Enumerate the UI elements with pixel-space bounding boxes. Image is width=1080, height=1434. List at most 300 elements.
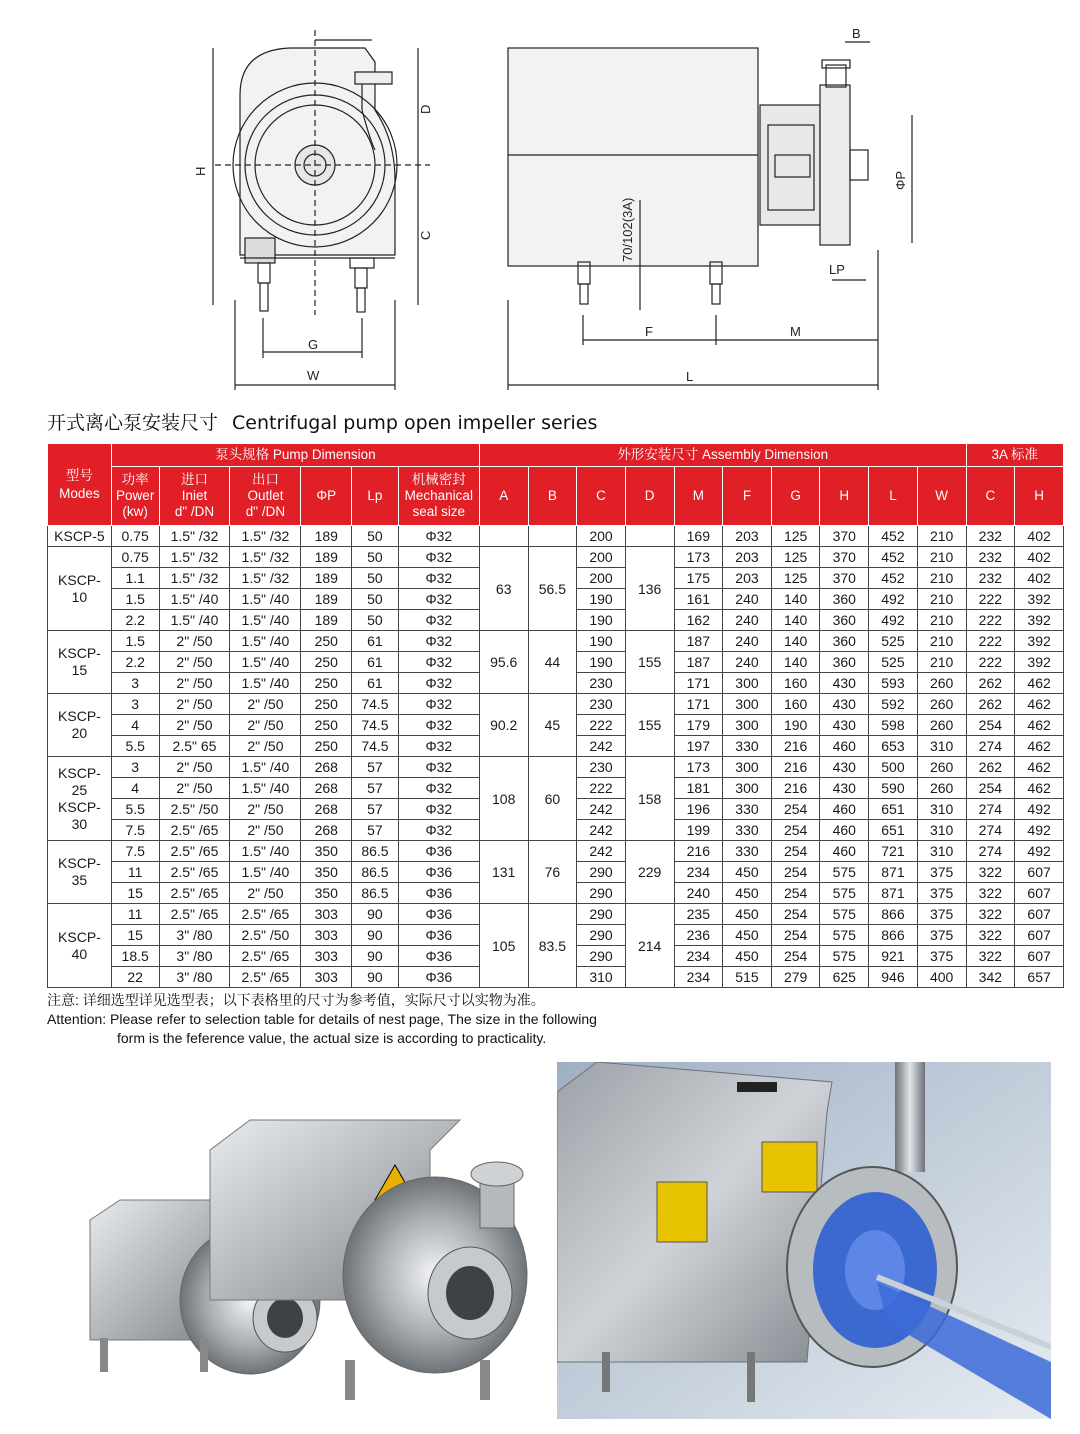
dim-f-label: F bbox=[645, 324, 653, 339]
table-cell: 234 bbox=[674, 862, 723, 883]
table-cell: 375 bbox=[917, 946, 966, 967]
table-cell: 430 bbox=[820, 757, 869, 778]
table-cell: 462 bbox=[1015, 673, 1064, 694]
table-cell: 0.75 bbox=[111, 547, 159, 568]
table-cell: 2" /50 bbox=[159, 757, 230, 778]
table-cell: 189 bbox=[301, 547, 352, 568]
table-cell: 175 bbox=[674, 568, 723, 589]
table-cell: 322 bbox=[966, 862, 1015, 883]
table-cell: 230 bbox=[577, 673, 626, 694]
front-view-drawing bbox=[213, 30, 430, 390]
table-cell: 95.6 bbox=[479, 631, 528, 694]
header-m: M bbox=[674, 467, 723, 526]
table-cell: 871 bbox=[869, 883, 918, 904]
table-cell: 181 bbox=[674, 778, 723, 799]
table-cell: 350 bbox=[301, 841, 352, 862]
table-cell: 303 bbox=[301, 967, 352, 988]
pump-cutaway-photo bbox=[557, 1062, 1051, 1419]
table-cell: 2.5" /50 bbox=[230, 925, 301, 946]
table-cell: 155 bbox=[625, 631, 674, 694]
table-cell: 7.5 bbox=[111, 841, 159, 862]
table-cell: 210 bbox=[917, 568, 966, 589]
table-cell: 452 bbox=[869, 526, 918, 547]
table-cell: 946 bbox=[869, 967, 918, 988]
table-cell: Φ32 bbox=[398, 568, 479, 589]
table-cell: 310 bbox=[917, 736, 966, 757]
table-cell: 2.5" /65 bbox=[230, 904, 301, 925]
table-cell: 222 bbox=[577, 715, 626, 736]
table-cell: 56.5 bbox=[528, 547, 577, 631]
table-cell: 430 bbox=[820, 715, 869, 736]
table-cell: 240 bbox=[723, 610, 772, 631]
table-cell: 2" /50 bbox=[159, 673, 230, 694]
table-cell: 430 bbox=[820, 778, 869, 799]
table-cell: 254 bbox=[771, 820, 820, 841]
table-cell: 190 bbox=[577, 610, 626, 631]
table-cell: 262 bbox=[966, 673, 1015, 694]
table-cell: 2.5" /50 bbox=[159, 799, 230, 820]
table-cell: 254 bbox=[771, 799, 820, 820]
table-cell: 492 bbox=[1015, 799, 1064, 820]
table-cell: 300 bbox=[723, 715, 772, 736]
table-cell: 300 bbox=[723, 673, 772, 694]
table-cell: 462 bbox=[1015, 778, 1064, 799]
table-cell: 460 bbox=[820, 799, 869, 820]
table-cell: 200 bbox=[577, 526, 626, 547]
table-cell: Φ32 bbox=[398, 589, 479, 610]
table-cell: 190 bbox=[577, 652, 626, 673]
table-cell: 330 bbox=[723, 799, 772, 820]
table-cell: 360 bbox=[820, 589, 869, 610]
table-cell: 240 bbox=[723, 589, 772, 610]
table-cell: Φ32 bbox=[398, 652, 479, 673]
table-cell: 350 bbox=[301, 862, 352, 883]
table-cell: 200 bbox=[577, 547, 626, 568]
table-cell: 3" /80 bbox=[159, 967, 230, 988]
table-cell: 462 bbox=[1015, 757, 1064, 778]
table-cell: 250 bbox=[301, 694, 352, 715]
table-cell: 160 bbox=[771, 694, 820, 715]
table-cell: 500 bbox=[869, 757, 918, 778]
table-cell: 322 bbox=[966, 946, 1015, 967]
table-cell: 179 bbox=[674, 715, 723, 736]
model-cell: KSCP- 20 bbox=[48, 694, 112, 757]
table-cell: 2.5" /65 bbox=[230, 946, 301, 967]
table-cell: 131 bbox=[479, 841, 528, 904]
table-cell: 250 bbox=[301, 652, 352, 673]
dim-m-label: M bbox=[790, 324, 801, 339]
table-cell: 2.5" /65 bbox=[159, 841, 230, 862]
table-cell: 222 bbox=[966, 652, 1015, 673]
table-cell: 1.5" /40 bbox=[230, 673, 301, 694]
table-cell: 492 bbox=[1015, 841, 1064, 862]
table-cell: 430 bbox=[820, 673, 869, 694]
table-cell: 593 bbox=[869, 673, 918, 694]
table-cell: 254 bbox=[771, 904, 820, 925]
table-cell: 2" /50 bbox=[230, 694, 301, 715]
table-cell: 2" /50 bbox=[230, 883, 301, 904]
header-assembly-dimension: 外形安装尺寸 Assembly Dimension bbox=[479, 444, 966, 467]
table-cell: 330 bbox=[723, 736, 772, 757]
table-cell: 460 bbox=[820, 841, 869, 862]
table-cell: 196 bbox=[674, 799, 723, 820]
table-cell: 515 bbox=[723, 967, 772, 988]
table-cell: Φ32 bbox=[398, 715, 479, 736]
table-cell: 74.5 bbox=[352, 694, 399, 715]
table-cell: 260 bbox=[917, 715, 966, 736]
table-cell: 268 bbox=[301, 778, 352, 799]
table-cell: 525 bbox=[869, 631, 918, 652]
table-cell: 625 bbox=[820, 967, 869, 988]
table-cell: 592 bbox=[869, 694, 918, 715]
table-cell: 300 bbox=[723, 778, 772, 799]
table-cell: 254 bbox=[771, 925, 820, 946]
table-cell: 11 bbox=[111, 904, 159, 925]
table-cell: 1.5" /32 bbox=[230, 526, 301, 547]
table-cell: 2.2 bbox=[111, 610, 159, 631]
model-cell: KSCP- 10 bbox=[48, 547, 112, 631]
table-cell: 871 bbox=[869, 862, 918, 883]
table-cell: 11 bbox=[111, 862, 159, 883]
table-cell: 1.5" /32 bbox=[230, 568, 301, 589]
table-cell: 229 bbox=[625, 841, 674, 904]
table-cell: 303 bbox=[301, 946, 352, 967]
table-cell: 2" /50 bbox=[230, 820, 301, 841]
table-cell: 254 bbox=[771, 883, 820, 904]
table-cell: 108 bbox=[479, 757, 528, 841]
table-cell: 45 bbox=[528, 694, 577, 757]
table-cell: 203 bbox=[723, 526, 772, 547]
note-cn: 注意: 详细选型详见选型表；以下表格里的尺寸为参考值，实际尺寸以实物为准。 bbox=[47, 992, 545, 1008]
table-cell: 360 bbox=[820, 610, 869, 631]
table-cell: 1.5" /32 bbox=[230, 547, 301, 568]
table-cell: Φ36 bbox=[398, 841, 479, 862]
table-cell: 290 bbox=[577, 946, 626, 967]
table-cell: 189 bbox=[301, 589, 352, 610]
table-cell: 214 bbox=[625, 904, 674, 988]
table-cell: 607 bbox=[1015, 904, 1064, 925]
table-cell: 222 bbox=[966, 631, 1015, 652]
table-cell: Φ32 bbox=[398, 757, 479, 778]
table-cell: 262 bbox=[966, 694, 1015, 715]
table-cell: 236 bbox=[674, 925, 723, 946]
pump-pair-photo bbox=[60, 1110, 530, 1420]
table-cell: 657 bbox=[1015, 967, 1064, 988]
table-cell: 607 bbox=[1015, 883, 1064, 904]
header-power: 功率 Power (kw) bbox=[111, 467, 159, 526]
table-cell: 653 bbox=[869, 736, 918, 757]
table-cell: 60 bbox=[528, 757, 577, 841]
table-cell: 721 bbox=[869, 841, 918, 862]
table-cell: 370 bbox=[820, 547, 869, 568]
table-cell: 268 bbox=[301, 757, 352, 778]
table-cell: Φ36 bbox=[398, 967, 479, 988]
table-cell: 342 bbox=[966, 967, 1015, 988]
table-cell: 268 bbox=[301, 799, 352, 820]
table-cell: 290 bbox=[577, 904, 626, 925]
table-cell: 452 bbox=[869, 568, 918, 589]
table-cell: 300 bbox=[723, 757, 772, 778]
table-cell: 575 bbox=[820, 883, 869, 904]
table-cell: 216 bbox=[771, 757, 820, 778]
table-cell: 450 bbox=[723, 946, 772, 967]
table-cell: 216 bbox=[674, 841, 723, 862]
table-cell: Φ36 bbox=[398, 946, 479, 967]
series-title bbox=[47, 408, 597, 435]
header-f: F bbox=[723, 467, 772, 526]
table-cell: 250 bbox=[301, 631, 352, 652]
table-cell: 575 bbox=[820, 862, 869, 883]
table-cell: 607 bbox=[1015, 862, 1064, 883]
table-cell: 1.5" /40 bbox=[230, 610, 301, 631]
table-cell: 250 bbox=[301, 715, 352, 736]
table-cell: Φ32 bbox=[398, 631, 479, 652]
table-cell: 230 bbox=[577, 757, 626, 778]
table-cell: 189 bbox=[301, 526, 352, 547]
table-cell: 242 bbox=[577, 820, 626, 841]
table-cell: 525 bbox=[869, 652, 918, 673]
table-cell: 125 bbox=[771, 568, 820, 589]
table-cell: 57 bbox=[352, 778, 399, 799]
table-row bbox=[48, 694, 1064, 715]
table-cell: 375 bbox=[917, 862, 966, 883]
table-cell: 190 bbox=[577, 589, 626, 610]
table-cell: 2.5" /65 bbox=[230, 967, 301, 988]
table-cell: 190 bbox=[771, 715, 820, 736]
table-cell: 450 bbox=[723, 862, 772, 883]
table-cell: 242 bbox=[577, 736, 626, 757]
table-cell: Φ36 bbox=[398, 862, 479, 883]
table-cell: 268 bbox=[301, 820, 352, 841]
header-pump-dimension: 泵头规格 Pump Dimension bbox=[111, 444, 479, 467]
table-cell: 199 bbox=[674, 820, 723, 841]
table-cell: 450 bbox=[723, 904, 772, 925]
table-cell: 402 bbox=[1015, 547, 1064, 568]
table-cell: 162 bbox=[674, 610, 723, 631]
table-cell: 274 bbox=[966, 841, 1015, 862]
table-cell: 203 bbox=[723, 547, 772, 568]
table-cell: 189 bbox=[301, 610, 352, 631]
table-cell: 1.5" /40 bbox=[230, 652, 301, 673]
table-cell: 290 bbox=[577, 883, 626, 904]
table-cell: 4 bbox=[111, 778, 159, 799]
table-cell: Φ32 bbox=[398, 694, 479, 715]
header-b: B bbox=[528, 467, 577, 526]
table-cell: Φ32 bbox=[398, 673, 479, 694]
table-cell: 400 bbox=[917, 967, 966, 988]
table-cell: Φ32 bbox=[398, 820, 479, 841]
table-cell: 254 bbox=[966, 715, 1015, 736]
table-cell: 2" /50 bbox=[159, 631, 230, 652]
table-cell: 240 bbox=[723, 631, 772, 652]
table-cell: 1.5" /40 bbox=[230, 631, 301, 652]
table-cell: 50 bbox=[352, 526, 399, 547]
table-cell: 575 bbox=[820, 925, 869, 946]
header-phip: ΦP bbox=[301, 467, 352, 526]
table-cell: 222 bbox=[966, 610, 1015, 631]
table-row bbox=[48, 631, 1064, 652]
table-cell: 7.5 bbox=[111, 820, 159, 841]
table-cell: 90 bbox=[352, 925, 399, 946]
table-cell: 575 bbox=[820, 946, 869, 967]
table-cell: 492 bbox=[869, 610, 918, 631]
table-cell: 1.5 bbox=[111, 589, 159, 610]
table-cell: 274 bbox=[966, 736, 1015, 757]
dim-l-label: L bbox=[686, 369, 694, 384]
table-cell: 260 bbox=[917, 778, 966, 799]
table-cell: 86.5 bbox=[352, 862, 399, 883]
header-g: G bbox=[771, 467, 820, 526]
table-cell: 492 bbox=[1015, 820, 1064, 841]
dim-phip-label: ΦP bbox=[893, 170, 908, 190]
table-cell: 240 bbox=[723, 652, 772, 673]
table-cell: 158 bbox=[625, 757, 674, 841]
table-cell: 290 bbox=[577, 862, 626, 883]
table-cell: 375 bbox=[917, 904, 966, 925]
table-cell: 0.75 bbox=[111, 526, 159, 547]
table-cell: 3 bbox=[111, 694, 159, 715]
table-cell: 140 bbox=[771, 589, 820, 610]
table-row bbox=[48, 526, 1064, 547]
table-cell: 57 bbox=[352, 820, 399, 841]
table-cell: 160 bbox=[771, 673, 820, 694]
table-cell: 15 bbox=[111, 925, 159, 946]
table-cell: 2" /50 bbox=[230, 736, 301, 757]
table-cell bbox=[479, 526, 528, 547]
table-cell: 402 bbox=[1015, 568, 1064, 589]
table-cell: 2.2 bbox=[111, 652, 159, 673]
table-cell: 187 bbox=[674, 652, 723, 673]
table-cell: 1.5 bbox=[111, 631, 159, 652]
table-cell: 197 bbox=[674, 736, 723, 757]
model-cell: KSCP- 40 bbox=[48, 904, 112, 988]
header-w: W bbox=[917, 467, 966, 526]
table-cell: 260 bbox=[917, 757, 966, 778]
table-cell: 125 bbox=[771, 547, 820, 568]
table-cell: 430 bbox=[820, 694, 869, 715]
header-h: H bbox=[820, 467, 869, 526]
table-cell: 375 bbox=[917, 925, 966, 946]
header-3a-standard: 3A 标准 bbox=[966, 444, 1063, 467]
table-cell: Φ36 bbox=[398, 904, 479, 925]
table-cell: 392 bbox=[1015, 631, 1064, 652]
table-cell: 322 bbox=[966, 925, 1015, 946]
table-cell: 279 bbox=[771, 967, 820, 988]
table-cell: 2" /50 bbox=[230, 715, 301, 736]
table-cell: Φ32 bbox=[398, 526, 479, 547]
table-cell: 74.5 bbox=[352, 736, 399, 757]
table-cell: 216 bbox=[771, 736, 820, 757]
attention-note bbox=[47, 991, 597, 1048]
header-c: C bbox=[577, 467, 626, 526]
table-cell: 161 bbox=[674, 589, 723, 610]
table-cell: 460 bbox=[820, 736, 869, 757]
table-cell: 63 bbox=[479, 547, 528, 631]
table-cell: 360 bbox=[820, 631, 869, 652]
table-cell: 61 bbox=[352, 631, 399, 652]
table-cell: 360 bbox=[820, 652, 869, 673]
table-cell: 866 bbox=[869, 925, 918, 946]
table-cell: 260 bbox=[917, 673, 966, 694]
dim-d-label: D bbox=[418, 104, 433, 114]
table-cell: 234 bbox=[674, 967, 723, 988]
table-cell: 651 bbox=[869, 820, 918, 841]
header-lp: Lp bbox=[352, 467, 399, 526]
table-cell: 462 bbox=[1015, 736, 1064, 757]
table-cell: 50 bbox=[352, 568, 399, 589]
table-cell: 200 bbox=[577, 568, 626, 589]
table-cell: 222 bbox=[966, 589, 1015, 610]
table-cell: 171 bbox=[674, 694, 723, 715]
table-cell: 370 bbox=[820, 568, 869, 589]
table-cell: 232 bbox=[966, 526, 1015, 547]
table-cell: 1.5" /40 bbox=[159, 589, 230, 610]
table-cell: 1.5" /40 bbox=[230, 841, 301, 862]
table-cell: 254 bbox=[771, 862, 820, 883]
table-cell: 598 bbox=[869, 715, 918, 736]
table-cell: 392 bbox=[1015, 610, 1064, 631]
header-d: D bbox=[625, 467, 674, 526]
table-cell: 2.5" /65 bbox=[159, 862, 230, 883]
table-row bbox=[48, 757, 1064, 778]
table-row bbox=[48, 904, 1064, 925]
table-cell: 210 bbox=[917, 652, 966, 673]
table-cell: 462 bbox=[1015, 715, 1064, 736]
technical-drawings bbox=[0, 0, 1080, 400]
table-cell: 203 bbox=[723, 568, 772, 589]
table-cell: 136 bbox=[625, 547, 674, 631]
table-cell: 125 bbox=[771, 526, 820, 547]
dim-lp-label: LP bbox=[829, 262, 845, 277]
model-cell: KSCP- 35 bbox=[48, 841, 112, 904]
table-cell: 171 bbox=[674, 673, 723, 694]
table-cell: 866 bbox=[869, 904, 918, 925]
table-cell: 260 bbox=[917, 694, 966, 715]
table-cell: 173 bbox=[674, 547, 723, 568]
table-cell: 232 bbox=[966, 547, 1015, 568]
dim-h-label: H bbox=[193, 166, 208, 176]
header-3a-h: H bbox=[1015, 467, 1064, 526]
table-cell: Φ32 bbox=[398, 736, 479, 757]
table-cell: 140 bbox=[771, 652, 820, 673]
header-a: A bbox=[479, 467, 528, 526]
table-cell: 290 bbox=[577, 925, 626, 946]
table-cell: 189 bbox=[301, 568, 352, 589]
table-cell: 242 bbox=[577, 841, 626, 862]
table-cell: 140 bbox=[771, 631, 820, 652]
table-cell: 2" /50 bbox=[159, 694, 230, 715]
table-cell: 2.5" /65 bbox=[159, 883, 230, 904]
table-cell: 74.5 bbox=[352, 715, 399, 736]
series-title-cn: 开式离心泵安装尺寸 bbox=[47, 412, 219, 434]
note-en-line1: Attention: Please refer to selection table for details of nest page, The size in the following bbox=[47, 1011, 597, 1027]
table-cell: 392 bbox=[1015, 589, 1064, 610]
table-cell: 330 bbox=[723, 841, 772, 862]
table-cell: 90.2 bbox=[479, 694, 528, 757]
table-cell: 2.5" 65 bbox=[159, 736, 230, 757]
table-cell bbox=[625, 526, 674, 547]
side-view-drawing bbox=[508, 42, 912, 390]
table-cell: 590 bbox=[869, 778, 918, 799]
table-cell: 450 bbox=[723, 883, 772, 904]
table-cell: 232 bbox=[966, 568, 1015, 589]
table-cell: 90 bbox=[352, 904, 399, 925]
table-cell: 2" /50 bbox=[159, 778, 230, 799]
table-cell: 50 bbox=[352, 610, 399, 631]
table-cell: 210 bbox=[917, 610, 966, 631]
table-cell: 310 bbox=[577, 967, 626, 988]
table-cell: 4 bbox=[111, 715, 159, 736]
